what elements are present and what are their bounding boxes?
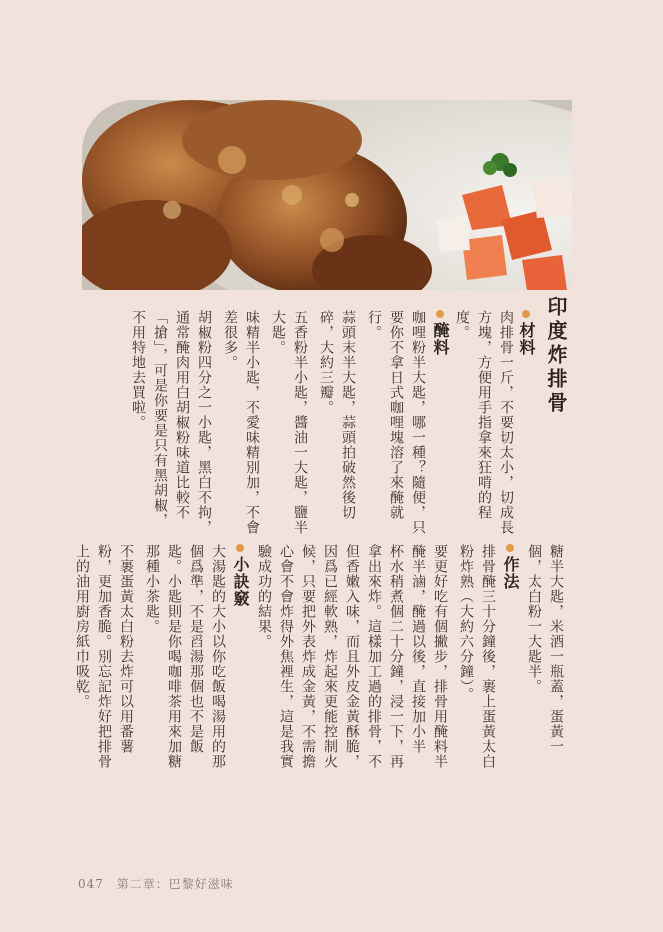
method-line: 醃半滷，醃過以後，直接加小半 (410, 544, 426, 754)
marinade-heading: 醃料 (430, 310, 450, 356)
marinade-line: 不用特地去買啦。 (130, 310, 146, 430)
marinade-line: 「搶」，可是你要是只有黑胡椒， (152, 310, 168, 528)
marinade-line: 五香粉半小匙，醬油一大匙，鹽半 (292, 310, 308, 535)
recipe-text (70, 296, 570, 856)
marinade-line: 咖哩粉半大匙，哪一種？隨便，只 (410, 310, 426, 535)
method-line: 排骨醃三十分鐘後，裹上蛋黃太白 (480, 544, 496, 769)
method-line: 拿出來炸。這樣加工過的排骨，不 (366, 544, 382, 769)
tips-line: 上的油用廚房紙巾吸乾。 (74, 544, 90, 709)
marinade-line: 味精半小匙，不愛味精別加，不會 (244, 310, 260, 535)
ingredients-heading: 材料 (516, 310, 536, 356)
bullet-icon (506, 544, 514, 552)
tips-line: 個爲準，不是舀湯那個也不是飯 (188, 544, 204, 754)
marinade-line: 碎，大約三瓣。 (318, 310, 334, 415)
marinade-line: 大匙。 (270, 310, 286, 355)
method-line: 候，只要把外表炸成金黃，不需擔 (300, 544, 316, 769)
method-line: 但香嫩入味，而且外皮金黃酥脆， (344, 544, 360, 769)
bullet-icon (436, 310, 444, 318)
tips-line: 匙。小匙則是你喝咖啡茶用來加糖 (166, 544, 182, 769)
method-line: 要更好吃有個撇步，排骨用醃料半 (432, 544, 448, 769)
ingredients-line: 度。 (454, 310, 470, 340)
tips-line: 不裹蛋黃太白粉去炸可以用番薯 (118, 544, 134, 754)
method-line: 因爲已經軟熟，炸起來更能控制火 (322, 544, 338, 769)
fried-pork-ribs-photo (82, 100, 572, 290)
page-footer (78, 875, 234, 892)
ingredients-line: 方塊，方便用手指拿來狂啃的程 (476, 310, 492, 520)
tips-line: 大湯匙的大小以你吃飯喝湯用的那 (210, 544, 226, 769)
recipe-title: 印度炸排骨 (544, 296, 568, 416)
tips-heading: 小訣竅 (230, 544, 250, 607)
method-line: 杯水稍煮個二十分鐘，浸一下，再 (388, 544, 404, 769)
marinade-line: 通常醃肉用白胡椒粉味道比較不 (174, 310, 190, 520)
bullet-icon (522, 310, 530, 318)
marinade-line: 行。 (366, 310, 382, 340)
page-number: 047 (78, 877, 104, 891)
coating-line: 糖半大匙，米酒一瓶蓋，蛋黃一 (548, 544, 564, 754)
coating-line: 個，太白粉一大匙半。 (526, 544, 542, 694)
method-line: 心會不會炸得外焦裡生，這是我實 (278, 544, 294, 769)
method-heading: 作法 (500, 544, 520, 590)
marinade-line: 蒜頭末半大匙，蒜頭拍破然後切 (340, 310, 356, 520)
method-line: 驗成功的結果。 (256, 544, 272, 649)
method-line: 粉炸熟（大約六分鐘）。 (458, 544, 474, 702)
bullet-icon (236, 544, 244, 552)
tips-line: 那種小茶匙。 (144, 544, 160, 634)
tips-line: 粉，更加香脆。別忘記炸好把排骨 (96, 544, 112, 769)
marinade-line: 差很多。 (222, 310, 238, 370)
marinade-line: 要你不拿日式咖哩塊溶了來醃就 (388, 310, 404, 520)
chapter-title: 第二章：巴黎好滋味 (116, 877, 234, 891)
marinade-line: 胡椒粉四分之一小匙，黑白不拘， (196, 310, 212, 535)
ingredients-line: 肉排骨一斤，不要切太小，切成長 (498, 310, 514, 535)
